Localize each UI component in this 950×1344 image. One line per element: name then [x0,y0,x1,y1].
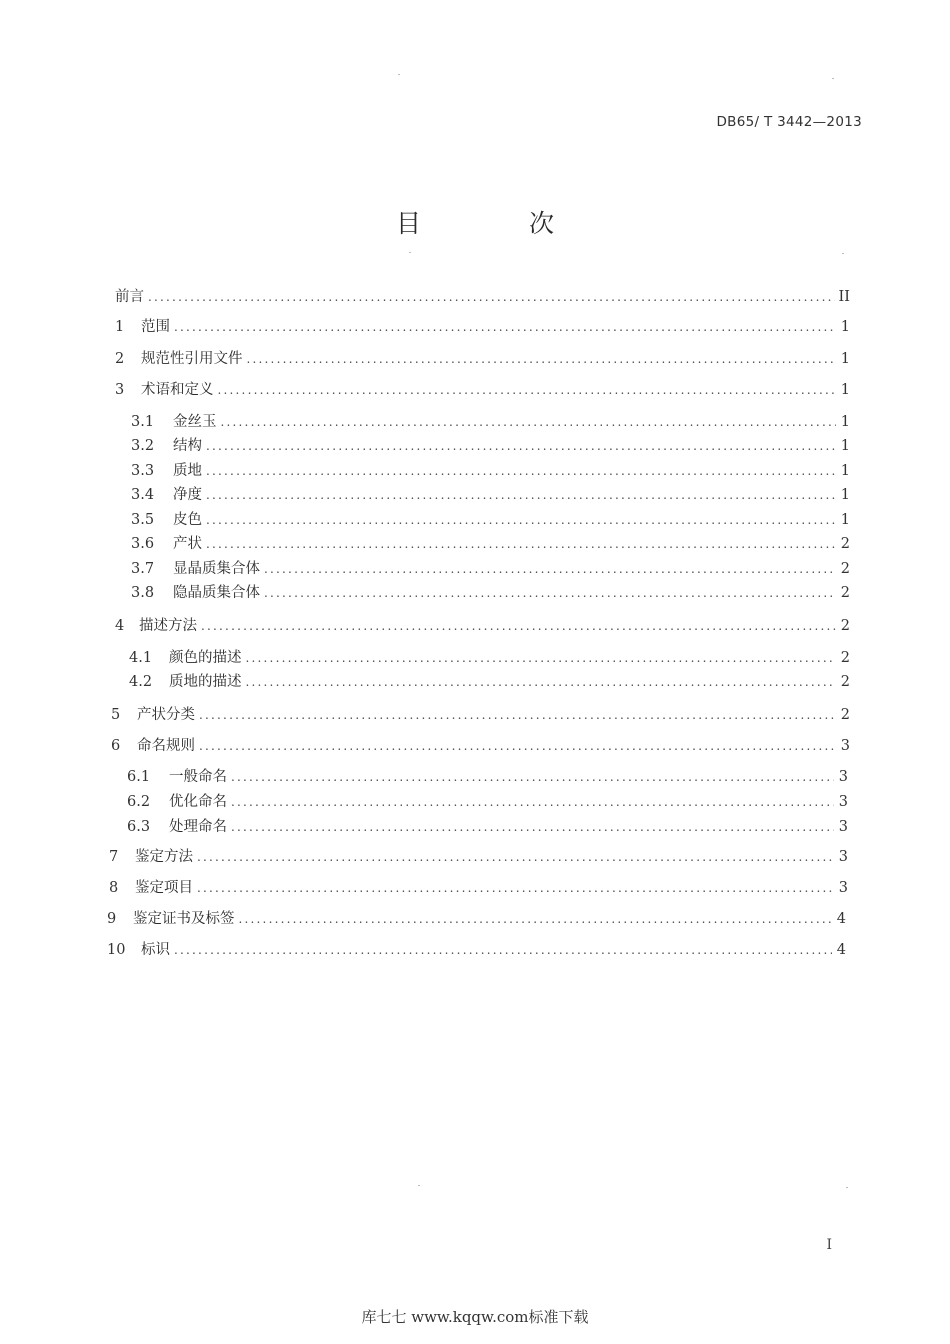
toc-entry-page: 3 [838,819,848,835]
dot-leader [221,413,837,431]
toc-entry-label: 标识 [141,942,170,958]
dot-leader [206,535,836,553]
toc-entry-label: 结构 [173,438,202,454]
dot-leader [174,941,832,959]
toc-entry-1[interactable] [115,318,850,336]
toc-entry-page: 3 [838,880,848,896]
toc-entry-page: II [838,289,850,305]
toc-entry-3[interactable] [115,381,850,399]
dot-leader [246,649,837,667]
toc-entry-page: 2 [840,707,850,723]
toc-entry-3-2[interactable] [131,437,850,455]
toc-entry-label: 产状 [173,536,202,552]
toc-entry-number: 6 [111,738,121,754]
toc-entry-number: 6.3 [127,819,151,835]
dot-leader [239,910,833,928]
toc-entry-label: 隐晶质集合体 [173,585,260,601]
toc-entry-6-3[interactable] [127,818,848,836]
dot-leader [206,462,836,480]
toc-entry-9[interactable] [107,910,846,928]
toc-entry-page: 1 [840,438,850,454]
toc-entry-page: 2 [840,561,850,577]
toc-entry-page: 1 [840,351,850,367]
dot-leader [231,793,834,811]
footer-watermark-text: 库七七 www.kqqw.com标准下载 [361,1308,589,1326]
toc-entry-label: 描述方法 [139,618,197,634]
toc-entry-label: 鉴定方法 [135,849,193,865]
scan-speck [418,1185,420,1186]
toc-entry-8[interactable] [109,879,848,897]
toc-entry-6[interactable] [111,737,850,755]
dot-leader [264,560,836,578]
toc-entry-label: 规范性引用文件 [141,351,243,367]
toc-entry-number: 9 [107,911,117,927]
toc-entry-number: 3 [115,382,125,398]
toc-entry-label: 术语和定义 [141,382,214,398]
toc-entry-2[interactable] [115,350,850,368]
document-code: DB65/ T 3442—2013 [716,114,862,130]
toc-entry-7[interactable] [109,848,848,866]
toc-entry-4[interactable] [115,617,850,635]
toc-entry-number: 3.6 [131,536,155,552]
toc-entry-label: 产状分类 [137,707,195,723]
dot-leader [206,511,836,529]
toc-entry-3-1[interactable] [131,413,850,431]
dot-leader [231,768,834,786]
scan-speck [842,253,844,254]
toc-entry-number: 4.1 [129,650,153,666]
dot-leader [264,584,836,602]
toc-entry-number: 3.3 [131,463,155,479]
toc-entry-label: 净度 [173,487,202,503]
toc-entry-label: 质地的描述 [169,674,242,690]
toc-entry-label: 前言 [115,289,144,305]
dot-leader [218,381,837,399]
toc-entry-5[interactable] [111,706,850,724]
toc-entry-page: 1 [840,512,850,528]
toc-entry-3-4[interactable] [131,486,850,504]
toc-entry-page: 1 [840,382,850,398]
toc-entry-3-8[interactable] [131,584,850,602]
toc-entry-number: 4.2 [129,674,153,690]
toc-entry-page: 4 [836,911,846,927]
toc-entry-label: 金丝玉 [173,414,217,430]
toc-entry-number: 6.1 [127,769,151,785]
toc-entry-label: 鉴定项目 [135,880,193,896]
toc-entry-label: 优化命名 [169,794,227,810]
toc-entry-page: 3 [838,849,848,865]
toc-entry-page: 2 [840,650,850,666]
scan-speck [398,74,400,75]
toc-entry-label: 范围 [141,319,170,335]
toc-entry-number: 2 [115,351,125,367]
dot-leader [247,350,837,368]
toc-entry-10[interactable] [107,941,846,959]
toc-entry-number: 3.4 [131,487,155,503]
toc-entry-page: 2 [840,618,850,634]
dot-leader [197,848,834,866]
toc-entry-page: 1 [840,319,850,335]
toc-entry-number: 8 [109,880,119,896]
toc-entry-label: 颜色的描述 [169,650,242,666]
toc-entry-number: 3.1 [131,414,155,430]
dot-leader [199,737,836,755]
dot-leader [148,288,835,306]
toc-entry-number: 7 [109,849,119,865]
dot-leader [201,617,836,635]
scan-speck [832,78,834,79]
toc-entry-number: 3.5 [131,512,155,528]
toc-entry-6-2[interactable] [127,793,848,811]
toc-entry-number: 3.8 [131,585,155,601]
toc-entry-6-1[interactable] [127,768,848,786]
dot-leader [206,486,836,504]
toc-entry-number: 3.7 [131,561,155,577]
toc-entry-label: 命名规则 [137,738,195,754]
toc-entry-4-1[interactable] [129,649,850,667]
toc-entry-3-3[interactable] [131,462,850,480]
toc-entry-label: 皮色 [173,512,202,528]
toc-entry-page: 2 [840,674,850,690]
scan-speck [846,1187,848,1188]
scan-speck [409,252,411,253]
dot-leader [197,879,834,897]
toc-entry-number: 1 [115,319,125,335]
toc-entry-page: 3 [838,794,848,810]
dot-leader [174,318,836,336]
toc-entry-page: 3 [840,738,850,754]
toc-entry-label: 质地 [173,463,202,479]
toc-entry-page: 1 [840,414,850,430]
toc-entry-4-2[interactable] [129,673,850,691]
dot-leader [246,673,837,691]
toc-entry-number: 4 [115,618,125,634]
dot-leader [206,437,836,455]
toc-entry-page: 3 [838,769,848,785]
page-number: I [826,1237,832,1253]
toc-entry-page: 1 [840,463,850,479]
toc-entry-page: 1 [840,487,850,503]
toc-entry-number: 5 [111,707,121,723]
toc-entry-label: 鉴定证书及标签 [133,911,235,927]
toc-entry-3-7[interactable] [131,560,850,578]
toc-entry-page: 2 [840,536,850,552]
dot-leader [231,818,834,836]
toc-entry-label: 处理命名 [169,819,227,835]
toc-entry-number: 6.2 [127,794,151,810]
toc-entry-3-5[interactable] [131,511,850,529]
toc-entry-page: 2 [840,585,850,601]
toc-entry-foreword[interactable] [115,288,850,306]
page-title: 目 次 [396,209,604,238]
toc-entry-3-6[interactable] [131,535,850,553]
dot-leader [199,706,836,724]
toc-entry-label: 一般命名 [169,769,227,785]
toc-entry-page: 4 [836,942,846,958]
toc-entry-number: 10 [107,942,126,958]
toc-entry-number: 3.2 [131,438,155,454]
toc-entry-label: 显晶质集合体 [173,561,260,577]
